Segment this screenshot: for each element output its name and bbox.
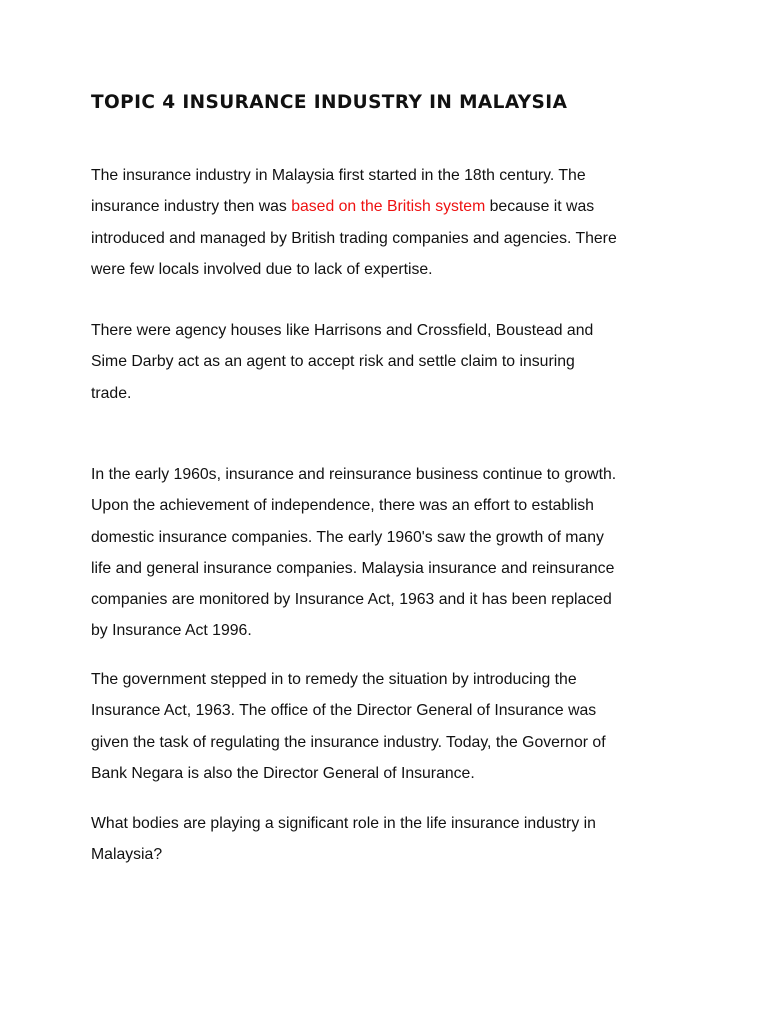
paragraph-line: domestic insurance companies. The early 1960's saw the growth of many: [91, 528, 604, 546]
paragraph-line: Malaysia?: [91, 846, 163, 864]
paragraph-line: introduced and managed by British trading companies and agencies. There: [91, 229, 617, 247]
paragraph-line: Bank Negara is also the Director General of Insurance.: [91, 764, 475, 782]
paragraph-question: [91, 808, 691, 871]
paragraph-agency-houses: [91, 315, 691, 409]
paragraph-line: The government stepped in to remedy the situation by introducing the: [91, 671, 577, 688]
paragraph-government: [91, 664, 691, 789]
paragraph-line: given the task of regulating the insurance industry. Today, the Governor of: [91, 733, 606, 751]
paragraph-line: There were agency houses like Harrisons and Crossfield, Boustead and: [91, 322, 594, 339]
paragraph-history: [91, 160, 691, 285]
highlighted-phrase: based on the British system: [291, 198, 486, 216]
paragraph-line: life and general insurance companies. Malaysia insurance and reinsurance: [91, 559, 615, 577]
paragraph-line: were few locals involved due to lack of expertise.: [91, 260, 433, 278]
page-title: TOPIC 4 INSURANCE INDUSTRY IN MALAYSIA: [91, 92, 568, 113]
paragraph-line: Sime Darby act as an agent to accept risk and settle claim to insuring: [91, 353, 575, 371]
paragraph-line: Upon the achievement of independence, there was an effort to establish: [91, 497, 594, 515]
line-text-after: because it was: [485, 198, 595, 216]
paragraph-line: In the early 1960s, insurance and reinsurance business continue to growth.: [91, 466, 617, 483]
line-text-before: insurance industry then was: [91, 198, 292, 216]
paragraph-line: trade.: [91, 384, 132, 402]
paragraph-line: What bodies are playing a significant role in the life insurance industry in: [91, 815, 596, 832]
paragraph-line: by Insurance Act 1996.: [91, 622, 252, 640]
paragraph-line: companies are monitored by Insurance Act, 1963 and it has been replaced: [91, 591, 612, 609]
paragraph-line-highlighted: [91, 191, 691, 222]
paragraph-1960s: [91, 459, 691, 647]
paragraph-line: The insurance industry in Malaysia first started in the 18th century. The: [91, 167, 586, 184]
paragraph-line: Insurance Act, 1963. The office of the Director General of Insurance was: [91, 702, 597, 720]
